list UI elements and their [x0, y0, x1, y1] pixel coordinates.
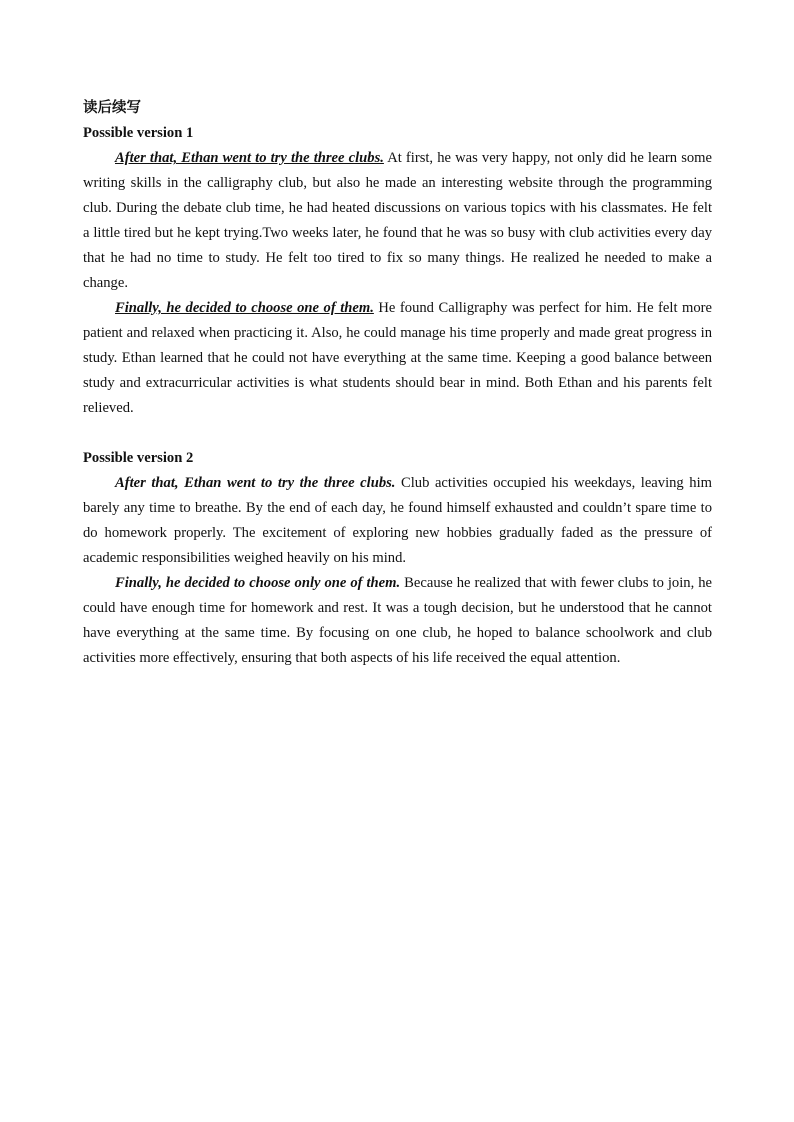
version-2-paragraph-1-lead: After that, Ethan went to try the three clubs. — [115, 475, 396, 491]
version-2-title: Possible version 2 — [83, 450, 194, 466]
version-2-paragraph-1 — [83, 471, 712, 571]
version-1-paragraph-2-lead: Finally, he decided to choose one of them. — [115, 300, 374, 316]
version-2-paragraph-2 — [83, 571, 712, 671]
version-1-paragraph-1-body: At first, he was very happy, not only did he learn some writing skills in the calligraphy club, but also he made an interesting website through the programming club. During the debate club time, he had heated discussions on various topics with his classmates. He felt a little tired but he kept trying.Two weeks later, he found that he was so busy with club activities every day that he had no time to study. He felt too tired to fix so many things. He realized he needed to make a change. — [83, 150, 713, 291]
version-2-paragraph-2-lead: Finally, he decided to choose only one of them. — [115, 575, 401, 591]
version-1-paragraph-1-lead: After that, Ethan went to try the three clubs. — [115, 150, 384, 166]
version-1-paragraph-2 — [83, 296, 712, 421]
section-heading: 读后续写 — [83, 100, 141, 116]
version-1-title: Possible version 1 — [83, 125, 194, 141]
version-2-paragraph-1-body: Club activities occupied his weekdays, leaving him barely any time to breathe. By the end of each day, he found himself exhausted and couldn’t spare time to do homework properly. The excitement of exploring new hobbies gradually faded as the pressure of academic responsibilities weighed heavily on his mind. — [83, 475, 712, 566]
section-spacer — [83, 421, 712, 446]
version-2-paragraph-2-body: Because he realized that with fewer clubs to join, he could have enough time for homework and rest. It was a tough decision, but he understood that he cannot have everything at the same time. By focusing on one club, he hoped to balance schoolwork and club activities more effectively, ensuring that both aspects of his life received the equal attention. — [83, 575, 712, 666]
document-page — [83, 96, 712, 671]
version-1-paragraph-1 — [83, 146, 712, 296]
version-1-paragraph-2-body: He found Calligraphy was perfect for him. He felt more patient and relaxed when practicing it. Also, he could manage his time properly and made great progress in study. Ethan learned that he could not have everything at the same time. Keeping a good balance between study and extracurricular activities is what students should bear in mind. Both Ethan and his parents felt relieved. — [83, 300, 713, 416]
